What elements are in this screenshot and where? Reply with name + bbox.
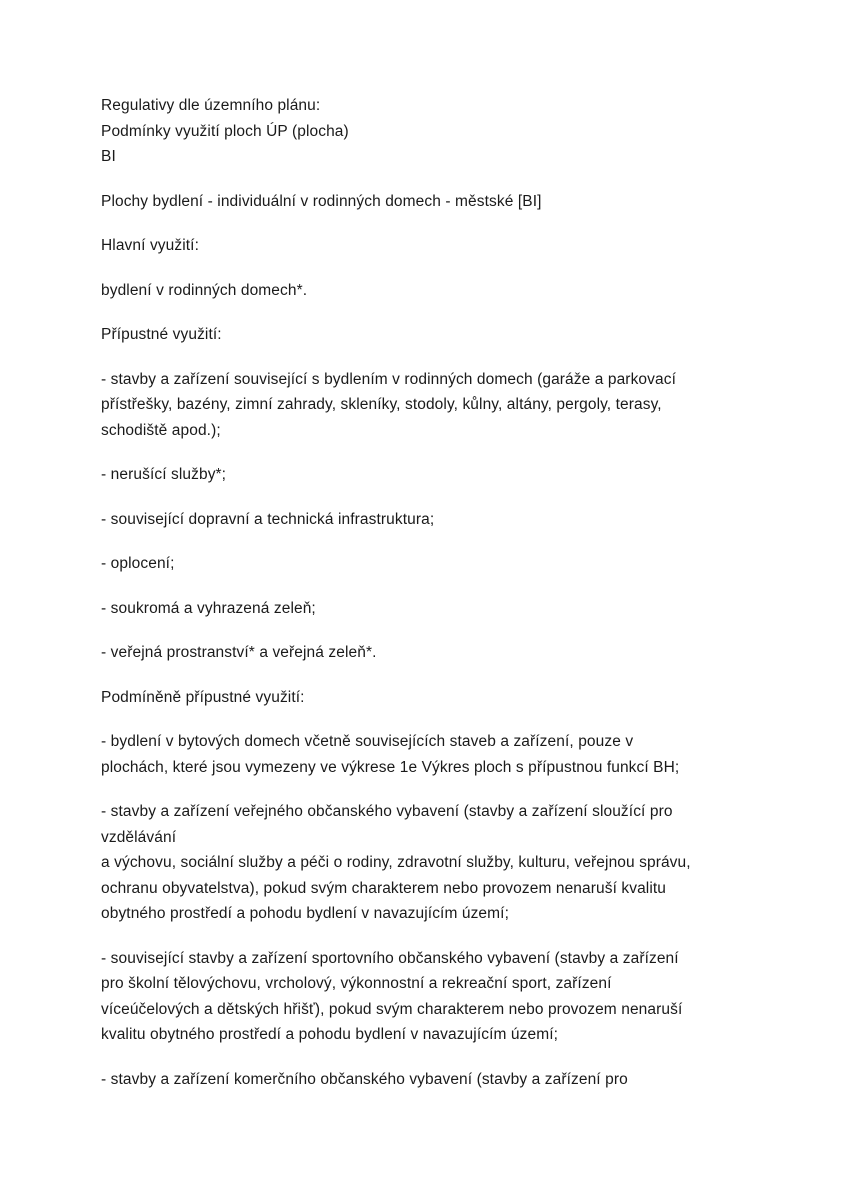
text-line: obytného prostředí a pohodu bydlení v navazujícím území; (101, 905, 509, 922)
paragraph-section-heading (101, 322, 788, 348)
paragraph-list-item (101, 551, 788, 577)
text-line: BI (101, 148, 116, 165)
paragraph-zone-title (101, 189, 788, 215)
text-line: Podmínky využití ploch ÚP (plocha) (101, 122, 349, 140)
text-line: a výchovu, sociální služby a péči o rodiny, zdravotní služby, kulturu, veřejnou správu, (101, 854, 691, 871)
document-body (101, 93, 788, 1092)
text-line: - bydlení v bytových domech včetně souvisejících staveb a zařízení, pouze v (101, 733, 634, 750)
text-line: - stavby a zařízení komerčního občanského vybavení (stavby a zařízení pro (101, 1070, 628, 1088)
text-line: Přípustné využití: (101, 326, 222, 343)
paragraph-list-item (101, 596, 788, 622)
text-line: - soukromá a vyhrazená zeleň; (101, 599, 316, 617)
paragraph-list-item (101, 729, 788, 780)
text-line: schodiště apod.); (101, 421, 221, 439)
paragraph-list-item (101, 640, 788, 666)
paragraph-list-item (101, 462, 788, 488)
paragraph-list-item (101, 946, 788, 1048)
text-line: - nerušící služby*; (101, 466, 227, 483)
paragraph-list-item (101, 1067, 788, 1093)
text-line: - oplocení; (101, 555, 175, 572)
text-line: přístřešky, bazény, zimní zahrady, skleníky, stodoly, kůlny, altány, pergoly, terasy, (101, 396, 662, 413)
text-line: Plochy bydlení - individuální v rodinných domech - městské [BI] (101, 192, 542, 210)
text-line: plochách, které jsou vymezeny ve výkrese 1e Výkres ploch s přípustnou funkcí BH; (101, 758, 680, 776)
text-line: ochranu obyvatelstva), pokud svým charakterem nebo provozem nenaruší kvalitu (101, 879, 667, 897)
text-line: víceúčelových a dětských hřišť), pokud svým charakterem nebo provozem nenaruší (101, 1000, 683, 1018)
paragraph-section-heading (101, 685, 788, 711)
text-line: - stavby a zařízení veřejného občanského vybavení (stavby a zařízení sloužící pro (101, 803, 673, 820)
text-line: - stavby a zařízení související s bydlením v rodinných domech (garáže a parkovací (101, 370, 676, 388)
text-line: Hlavní využití: (101, 237, 199, 254)
text-line: Podmíněně přípustné využití: (101, 688, 305, 706)
paragraph-section-heading (101, 233, 788, 259)
paragraph-list-item (101, 507, 788, 533)
paragraph-header (101, 93, 788, 170)
paragraph-list-item (101, 799, 788, 927)
text-line: bydlení v rodinných domech*. (101, 281, 308, 299)
text-line: pro školní tělovýchovu, vrcholový, výkonnostní a rekreační sport, zařízení (101, 975, 612, 992)
text-line: Regulativy dle územního plánu: (101, 97, 321, 114)
text-line: vzdělávání (101, 828, 177, 846)
text-line: kvalitu obytného prostředí a pohodu bydlení v navazujícím území; (101, 1026, 559, 1043)
text-line: - související dopravní a technická infrastruktura; (101, 510, 435, 528)
text-line: - související stavby a zařízení sportovního občanského vybavení (stavby a zařízení (101, 949, 679, 967)
paragraph-body (101, 278, 788, 304)
paragraph-list-item (101, 367, 788, 444)
text-line: - veřejná prostranství* a veřejná zeleň*. (101, 644, 377, 661)
